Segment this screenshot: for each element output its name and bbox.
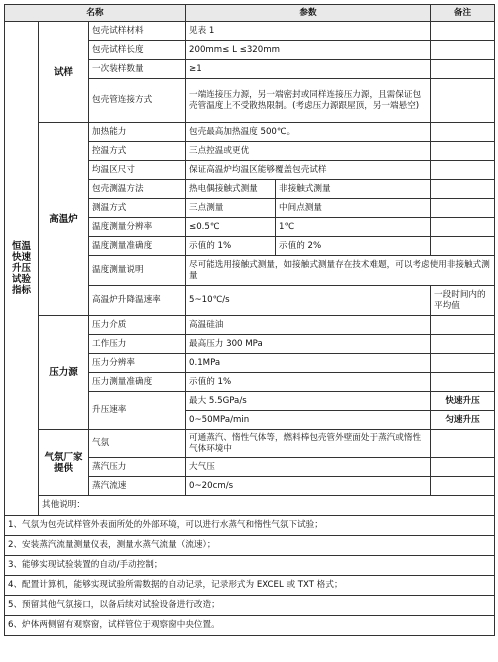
pressure-note-uniform: 匀速升压 [431, 411, 495, 430]
gas-label: 蒸汽流速 [89, 477, 186, 496]
gas-value: 可通蒸汽、惰性气体等，燃料棒包壳管外壁面处于蒸汽或惰性气体环境中 [186, 430, 431, 458]
header-name: 名称 [5, 5, 186, 22]
furnace-label: 测温方式 [89, 199, 186, 218]
furnace-value-a: 示值的 1% [186, 237, 276, 256]
other-item: 3、能够实现试验装置的自动/手动控制； [5, 556, 495, 576]
furnace-value: 5~10℃/s [186, 286, 431, 316]
other-item: 4、配置计算机，能够实现试验所需数据的自动记录，记录形式为 EXCEL 或 TXT 格式； [5, 576, 495, 596]
note-cell [431, 477, 495, 496]
note-cell [431, 123, 495, 142]
furnace-label: 加热能力 [89, 123, 186, 142]
sample-value: 一端连接压力源，另一端密封或同样连接压力源，且需保证包壳管温度上不受散热限制。(考虑压力源跟屋顶，另一端悬空) [186, 79, 431, 123]
sample-value: 见表 1 [186, 22, 431, 41]
pressure-value: 最高压力 300 MPa [186, 335, 431, 354]
section-pressure: 压力源 [39, 316, 89, 430]
pressure-value: 示值的 1% [186, 373, 431, 392]
furnace-label: 温度测量分辨率 [89, 218, 186, 237]
note-cell [431, 218, 495, 237]
category-label: 恒温快速升压试验指标 [5, 22, 39, 516]
note-cell [431, 373, 495, 392]
furnace-value-b: 中间点测量 [276, 199, 431, 218]
sample-label: 一次装样数量 [89, 60, 186, 79]
note-cell [431, 335, 495, 354]
other-item: 5、预留其他气氛接口，以备后续对试验设备进行改造； [5, 596, 495, 616]
pressure-label: 升压速率 [89, 392, 186, 430]
furnace-value-a: ≤0.5℃ [186, 218, 276, 237]
sample-label: 包壳试样长度 [89, 41, 186, 60]
pressure-value: 0~50MPa/min [186, 411, 431, 430]
note-cell [431, 430, 495, 458]
furnace-value-b: 非接触式测量 [276, 180, 431, 199]
other-item: 6、炉体两侧留有观察窗，试样管位于观察窗中央位置。 [5, 616, 495, 636]
pressure-value: 最大 5.5GPa/s [186, 392, 431, 411]
note-cell [431, 60, 495, 79]
gas-label: 气氛 [89, 430, 186, 458]
other-title: 其他说明： [39, 496, 495, 516]
pressure-label: 工作压力 [89, 335, 186, 354]
gas-value: 0~20cm/s [186, 477, 431, 496]
header-note: 备注 [431, 5, 495, 22]
note-cell [431, 41, 495, 60]
furnace-label: 控温方式 [89, 142, 186, 161]
furnace-value: 包壳最高加热温度 500℃。 [186, 123, 431, 142]
note-cell [431, 237, 495, 256]
note-cell [431, 316, 495, 335]
furnace-value: 三点控温或更优 [186, 142, 431, 161]
pressure-label: 压力测量准确度 [89, 373, 186, 392]
furnace-value-b: 1℃ [276, 218, 431, 237]
furnace-value-a: 三点测量 [186, 199, 276, 218]
other-item: 1、气氛为包壳试样管外表面所处的外部环境，可以进行水蒸气和惰性气氛下试验； [5, 516, 495, 536]
pressure-value: 高温硅油 [186, 316, 431, 335]
pressure-label: 压力分辨率 [89, 354, 186, 373]
furnace-note: 一段时间内的平均值 [431, 286, 495, 316]
note-cell [431, 354, 495, 373]
furnace-value: 尽可能选用接触式测量，如接触式测量存在技术难题，可以考虑使用非接触式测量 [186, 256, 495, 286]
furnace-label: 包壳测温方法 [89, 180, 186, 199]
gas-label: 蒸汽压力 [89, 458, 186, 477]
gas-value: 大气压 [186, 458, 431, 477]
sample-label: 包壳试样材料 [89, 22, 186, 41]
pressure-note-fast: 快速升压 [431, 392, 495, 411]
sample-value: ≥1 [186, 60, 431, 79]
section-furnace: 高温炉 [39, 123, 89, 316]
pressure-value: 0.1MPa [186, 354, 431, 373]
note-cell [431, 142, 495, 161]
note-cell [431, 180, 495, 199]
other-item: 2、安装蒸汽流量测量仪表，测量水蒸气流量（流速）； [5, 536, 495, 556]
header-params: 参数 [186, 5, 431, 22]
furnace-label: 均温区尺寸 [89, 161, 186, 180]
furnace-label: 温度测量说明 [89, 256, 186, 286]
section-gas: 气氛厂家提供 [39, 430, 89, 496]
furnace-value-b: 示值的 2% [276, 237, 431, 256]
sample-value: 200mm≤ L ≤320mm [186, 41, 431, 60]
section-sample: 试样 [39, 22, 89, 123]
note-cell [431, 161, 495, 180]
header-row [5, 5, 495, 22]
furnace-value-a: 热电偶接触式测量 [186, 180, 276, 199]
pressure-label: 压力介质 [89, 316, 186, 335]
note-cell [431, 199, 495, 218]
furnace-value: 保证高温炉均温区能够覆盖包壳试样 [186, 161, 431, 180]
note-cell [431, 22, 495, 41]
note-cell [431, 79, 495, 123]
furnace-label: 高温炉升降温速率 [89, 286, 186, 316]
spec-table [4, 4, 495, 636]
note-cell [431, 458, 495, 477]
sample-label: 包壳管连接方式 [89, 79, 186, 123]
furnace-label: 温度测量准确度 [89, 237, 186, 256]
